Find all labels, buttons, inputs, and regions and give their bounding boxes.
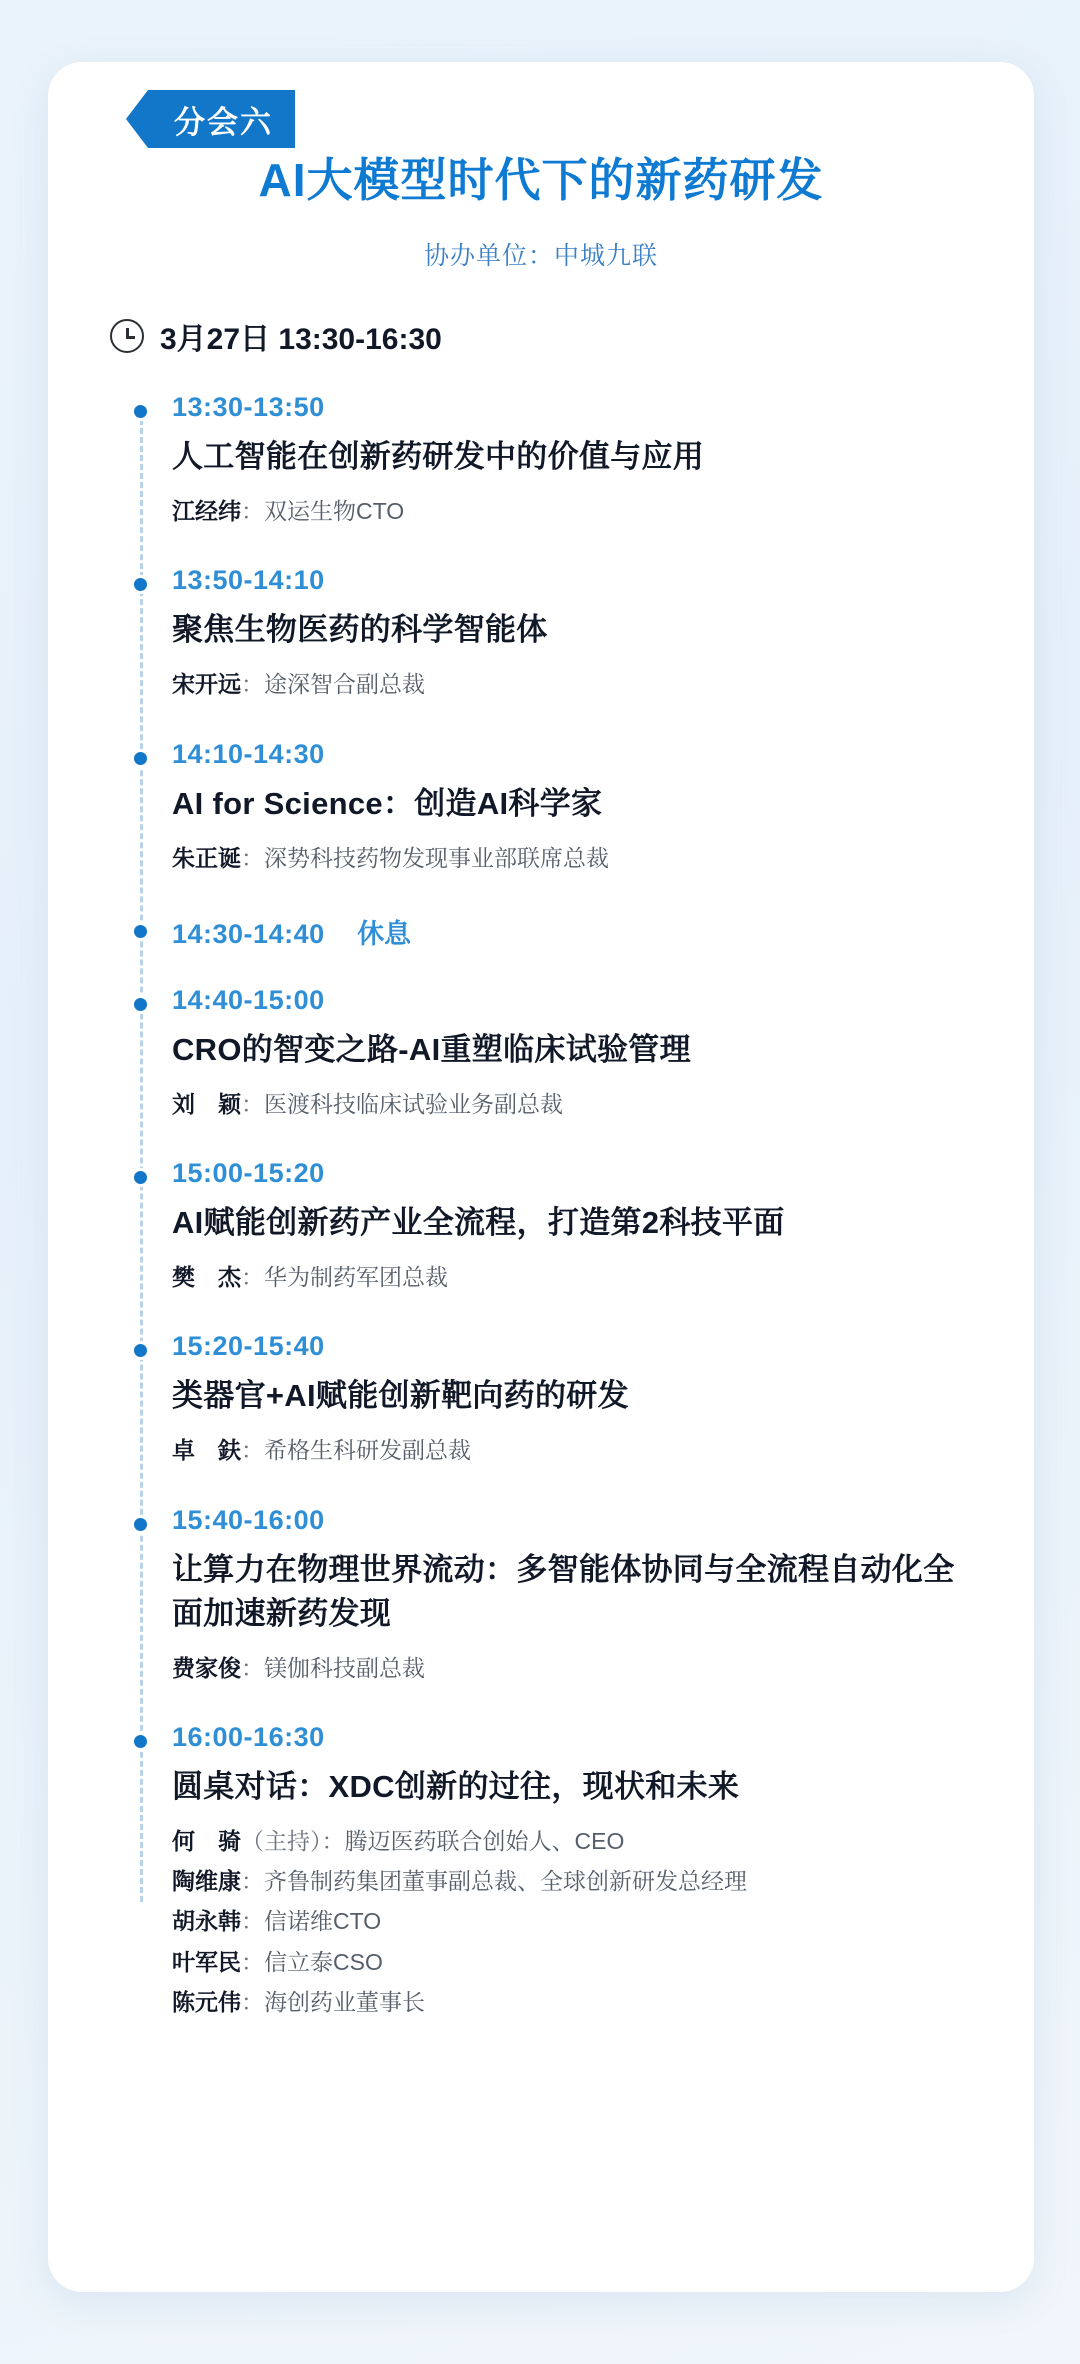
timeline-dot-icon — [131, 922, 150, 941]
speaker-separator: ： — [241, 1437, 264, 1464]
agenda-topic: CRO的智变之路-AI重塑临床试验管理 — [172, 1031, 691, 1067]
timeline-dot-icon — [131, 575, 150, 594]
agenda-time: 14:30-14:40 — [172, 918, 325, 949]
speaker-list — [172, 1648, 974, 1688]
agenda-item — [48, 739, 1034, 878]
speaker-separator: ： — [241, 1988, 264, 2015]
speaker-list — [172, 838, 974, 878]
speaker-row — [172, 1861, 974, 1901]
speaker-row — [172, 1982, 974, 2022]
agenda-time: 13:30-13:50 — [172, 392, 325, 422]
speaker-separator: ： — [241, 1090, 264, 1117]
speaker-name: 费家俊 — [172, 1654, 241, 1681]
speaker-separator: ： — [241, 1948, 264, 1975]
agenda-time: 13:50-14:10 — [172, 565, 325, 596]
timeline-dot-icon — [131, 1515, 150, 1534]
datetime-row — [110, 314, 1034, 358]
break-label: 休息 — [357, 918, 412, 949]
speaker-role: 信立泰CSO — [264, 1948, 383, 1975]
speaker-name: 卓 鈇 — [172, 1437, 241, 1464]
speaker-name: 江经纬 — [172, 498, 241, 525]
speaker-row — [172, 1942, 974, 1982]
speaker-row — [172, 664, 974, 704]
timeline-dot-icon — [131, 1732, 150, 1751]
speaker-role: 海创药业董事长 — [264, 1988, 425, 2015]
agenda-time: 15:40-16:00 — [172, 1504, 325, 1535]
session-ribbon-label: 分会六 — [174, 104, 273, 140]
speaker-separator: ： — [241, 1868, 264, 1895]
speaker-separator: ： — [241, 844, 264, 871]
speaker-role: 信诺维CTO — [264, 1908, 382, 1935]
timeline-dot-icon — [131, 1341, 150, 1360]
agenda-timeline — [48, 392, 1034, 2022]
agenda-item — [48, 392, 1034, 531]
speaker-name: 刘 颖 — [172, 1090, 241, 1117]
speaker-name: 何 骑 — [172, 1827, 241, 1854]
agenda-topic: 类器官+AI赋能创新靶向药的研发 — [172, 1378, 629, 1414]
speaker-role: 双运生物CTO — [264, 498, 405, 525]
agenda-topic: 聚焦生物医药的科学智能体 — [172, 612, 548, 648]
speaker-separator: ： — [241, 1654, 264, 1681]
session-ribbon — [148, 90, 295, 148]
agenda-item — [48, 1331, 1034, 1470]
speaker-role: 镁伽科技副总裁 — [264, 1654, 425, 1681]
speaker-list — [172, 491, 974, 531]
timeline-dot-icon — [131, 749, 150, 768]
agenda-topic: 圆桌对话：XDC创新的过往，现状和未来 — [172, 1768, 740, 1804]
agenda-time: 14:40-15:00 — [172, 984, 325, 1015]
speaker-name: 樊 杰 — [172, 1264, 241, 1291]
speaker-separator: ： — [241, 498, 264, 525]
page-subtitle: 协办单位：中城九联 — [423, 242, 658, 270]
agenda-time: 15:00-15:20 — [172, 1158, 325, 1189]
agenda-time: 16:00-16:30 — [172, 1721, 325, 1752]
speaker-role: 医渡科技临床试验业务副总裁 — [264, 1090, 563, 1117]
agenda-time: 14:10-14:30 — [172, 738, 325, 769]
timeline-dot-icon — [131, 1168, 150, 1187]
speaker-list — [172, 1084, 974, 1124]
agenda-item — [48, 565, 1034, 704]
speaker-row — [172, 1901, 974, 1941]
agenda-topic: 人工智能在创新药研发中的价值与应用 — [172, 439, 705, 474]
agenda-topic: AI for Science：创造AI科学家 — [172, 785, 603, 821]
speaker-list — [172, 1430, 974, 1470]
speaker-role: 途深智合副总裁 — [264, 671, 425, 698]
speaker-role: 希格生科研发副总裁 — [264, 1437, 471, 1464]
speaker-row — [172, 491, 974, 531]
speaker-list — [172, 1821, 974, 2022]
speaker-row — [172, 1648, 974, 1688]
agenda-time: 15:20-15:40 — [172, 1331, 325, 1362]
agenda-topic: AI赋能创新药产业全流程，打造第2科技平面 — [172, 1205, 785, 1241]
speaker-name: 叶军民 — [172, 1948, 241, 1975]
speaker-name: 朱正诞 — [172, 844, 241, 871]
timeline-dot-icon — [131, 402, 150, 421]
agenda-item-break — [48, 912, 1034, 951]
speaker-name: 宋开远 — [172, 671, 241, 698]
speaker-list — [172, 664, 974, 704]
speaker-role: 深势科技药物发现事业部联席总裁 — [264, 844, 609, 871]
agenda-card — [48, 62, 1034, 2292]
speaker-role: 华为制药军团总裁 — [264, 1264, 448, 1291]
speaker-role: 齐鲁制药集团董事副总裁、全球创新研发总经理 — [264, 1868, 747, 1895]
speaker-row — [172, 1430, 974, 1470]
speaker-separator: ： — [241, 1264, 264, 1291]
speaker-separator: ： — [241, 671, 264, 698]
agenda-topic: 让算力在物理世界流动：多智能体协同与全流程自动化全面加速新药发现 — [172, 1551, 955, 1631]
speaker-row — [172, 1084, 974, 1124]
speaker-name: 陶维康 — [172, 1868, 241, 1895]
speaker-separator: ： — [241, 1908, 264, 1935]
agenda-item — [48, 985, 1034, 1124]
agenda-item — [48, 1158, 1034, 1297]
clock-icon — [110, 319, 144, 353]
speaker-row — [172, 1821, 974, 1861]
speaker-row — [172, 1257, 974, 1297]
agenda-item — [48, 1505, 1034, 1688]
speaker-separator: （主持）： — [241, 1827, 345, 1854]
speaker-list — [172, 1257, 974, 1297]
agenda-item — [48, 1722, 1034, 2022]
speaker-role: 腾迈医药联合创始人、CEO — [344, 1827, 625, 1854]
page-title: AI大模型时代下的新药研发 — [258, 154, 824, 206]
timeline-dot-icon — [131, 995, 150, 1014]
speaker-row — [172, 838, 974, 878]
speaker-name: 胡永韩 — [172, 1908, 241, 1935]
datetime-text: 3月27日 13:30-16:30 — [160, 323, 442, 356]
speaker-name: 陈元伟 — [172, 1988, 241, 2015]
